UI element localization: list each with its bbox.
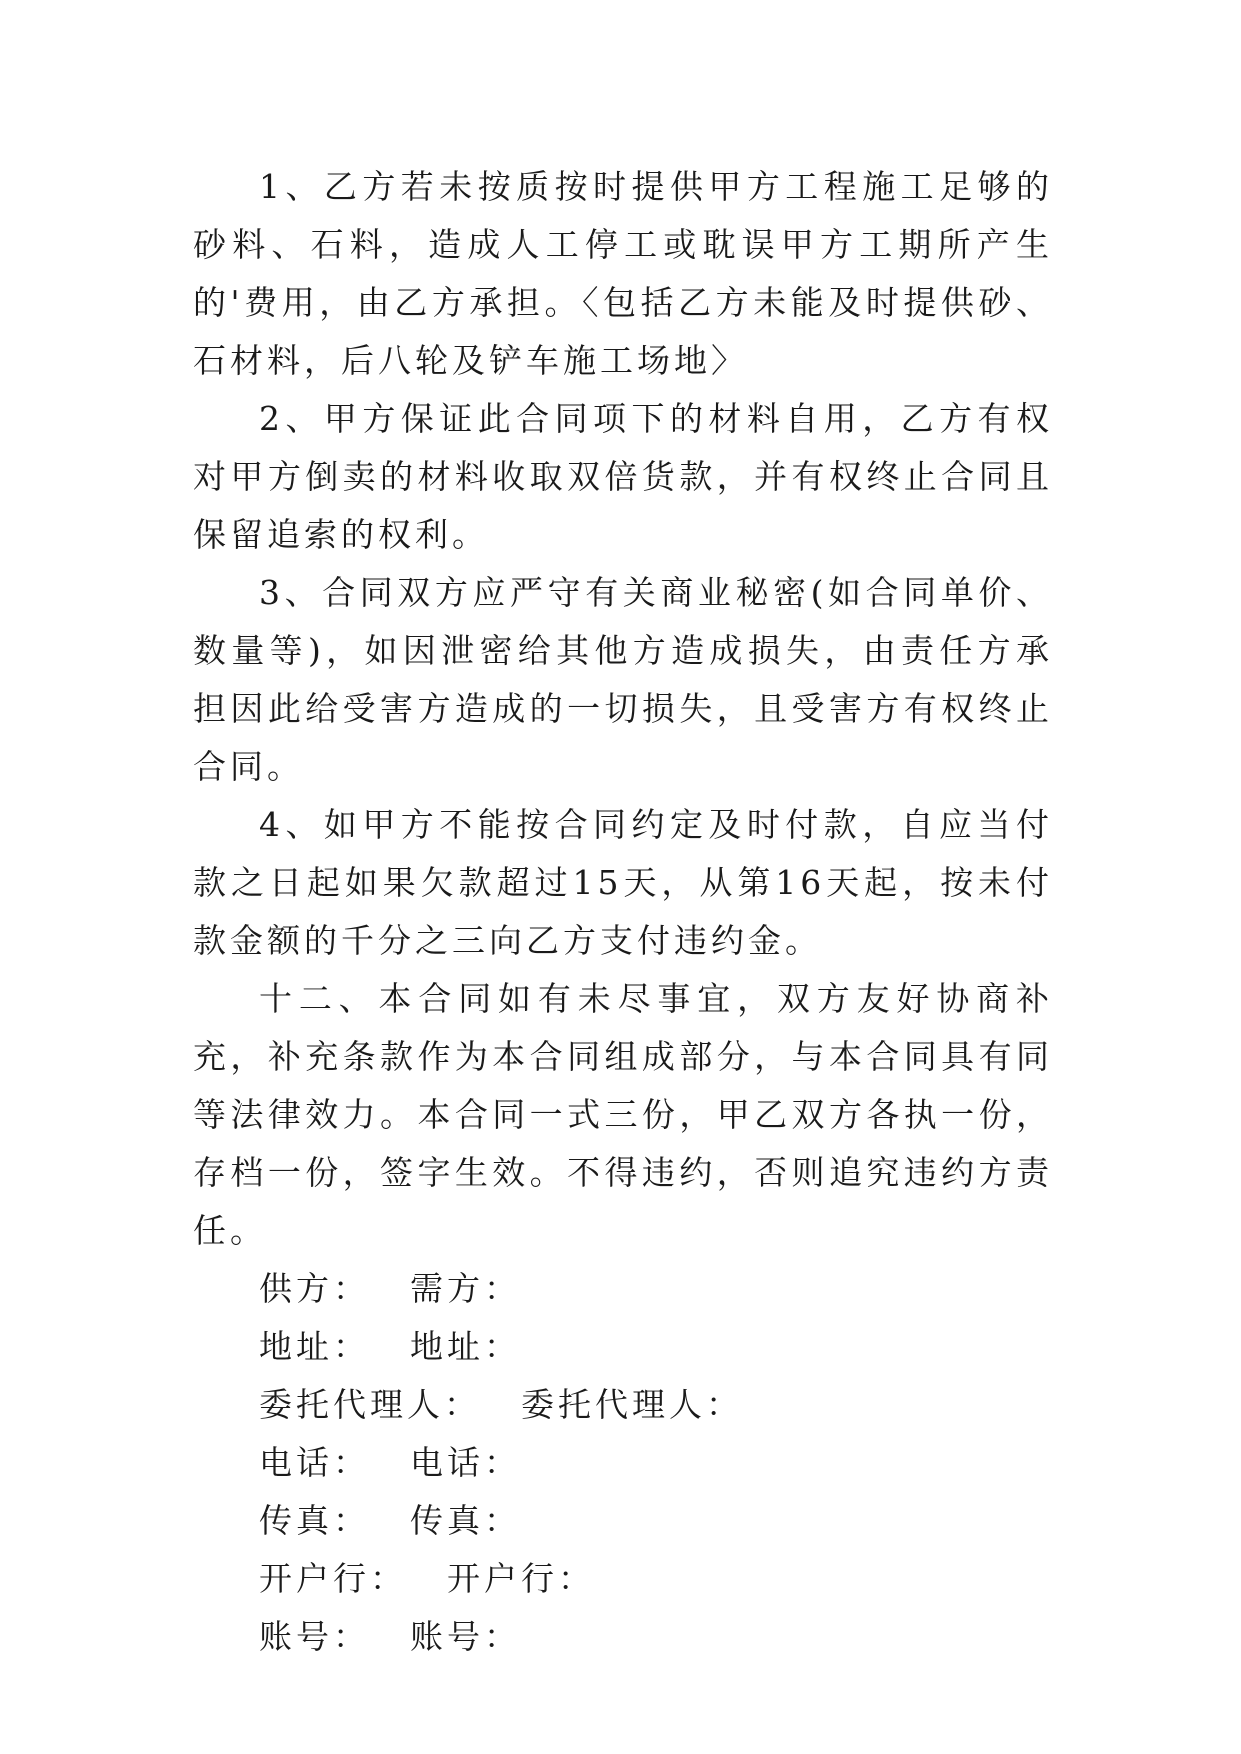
signature-field-fax (193, 1492, 1053, 1550)
clause-3: 3、合同双方应严守有关商业秘密(如合同单价、数量等)，如因泄密给其他方造成损失，由责任方承担因此给受害方造成的一切损失，且受害方有权终止合同。 (193, 573, 1053, 786)
buyer-account-label: 账号： (410, 1617, 521, 1656)
supplier-bank-label: 开户行： (259, 1559, 407, 1598)
buyer-agent-label: 委托代理人： (521, 1385, 743, 1424)
clause-1: 1、乙方若未按质按时提供甲方工程施工足够的砂料、石料，造成人工停工或耽误甲方工期所产生的'费用，由乙方承担。〈包括乙方未能及时提供砂、石材料，后八轮及铲车施工场地〉 (193, 167, 1053, 380)
supplier-agent-label: 委托代理人： (259, 1385, 481, 1424)
supplier-account-label: 账号： (259, 1617, 370, 1656)
signature-field-account (193, 1608, 1053, 1666)
signature-field-agent (193, 1376, 1053, 1434)
buyer-label: 需方： (410, 1269, 521, 1308)
supplier-phone-label: 电话： (259, 1443, 370, 1482)
signature-field-phone (193, 1434, 1053, 1492)
clause-12: 十二、本合同如有未尽事宜，双方友好协商补充，补充条款作为本合同组成部分，与本合同具有同等法律效力。本合同一式三份，甲乙双方各执一份，存档一份，签字生效。不得违约，否则追究违约方责任。 (193, 979, 1053, 1250)
buyer-phone-label: 电话： (410, 1443, 521, 1482)
signature-field-address (193, 1318, 1053, 1376)
signature-field-party (193, 1260, 1053, 1318)
buyer-address-label: 地址： (410, 1327, 521, 1366)
buyer-bank-label: 开户行： (447, 1559, 595, 1598)
supplier-fax-label: 传真： (259, 1501, 370, 1540)
supplier-address-label: 地址： (259, 1327, 370, 1366)
buyer-fax-label: 传真： (410, 1501, 521, 1540)
clause-4: 4、如甲方不能按合同约定及时付款，自应当付款之日起如果欠款超过15天，从第16天起，按未付款金额的千分之三向乙方支付违约金。 (193, 805, 1053, 960)
clause-2: 2、甲方保证此合同项下的材料自用，乙方有权对甲方倒卖的材料收取双倍货款，并有权终止合同且保留追索的权利。 (193, 399, 1053, 554)
signature-field-bank (193, 1550, 1053, 1608)
supplier-label: 供方： (259, 1269, 370, 1308)
document-body (193, 158, 1053, 1666)
